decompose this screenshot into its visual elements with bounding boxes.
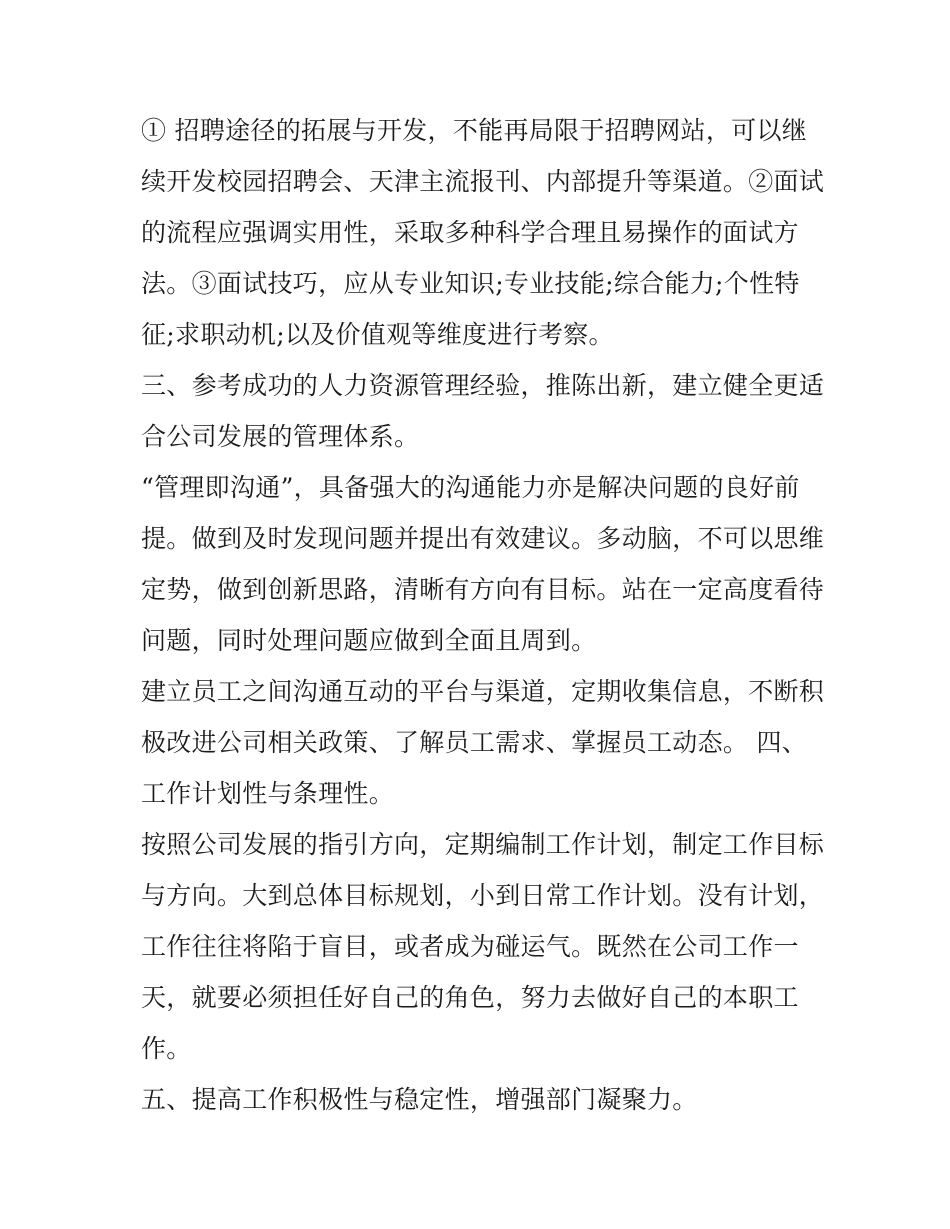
text-line: 问题，同时处理问题应做到全面且周到。 — [141, 626, 597, 655]
section-heading-line: 合公司发展的管理体系。 — [141, 422, 420, 451]
text-line: 的流程应强调实用性，采取多种科学合理且易操作的面试方 — [141, 218, 799, 247]
text-line: ① 招聘途径的拓展与开发，不能再局限于招聘网站，可以继 — [141, 116, 808, 145]
section-heading-line: 五、提高工作积极性与稳定性，增强部门凝聚力。 — [141, 1085, 698, 1114]
text-line: “管理即沟通”，具备强大的沟通能力亦是解决问题的良好前 — [141, 473, 800, 502]
text-line: 与方向。大到总体目标规划，小到日常工作计划。没有计划， — [141, 881, 825, 910]
text-line: 工作计划性与条理性。 — [141, 779, 395, 808]
text-line: 作。 — [141, 1034, 192, 1063]
text-line: 工作往往将陷于盲目，或者成为碰运气。既然在公司工作一 — [141, 932, 799, 961]
text-line: 建立员工之间沟通互动的平台与渠道，定期收集信息，不断积 — [141, 677, 825, 706]
text-line: 提。做到及时发现问题并提出有效建议。多动脑，不可以思维 — [141, 524, 825, 553]
section-heading-line: 三、参考成功的人力资源管理经验，推陈出新，建立健全更适 — [141, 371, 825, 400]
text-line: 征;求职动机;以及价值观等维度进行考察。 — [141, 320, 614, 349]
text-line: 天，就要必须担任好自己的角色，努力去做好自己的本职工 — [141, 983, 799, 1012]
text-line: 法。③面试技巧，应从专业知识;专业技能;综合能力;个性特 — [141, 269, 800, 298]
document-body — [141, 105, 825, 1125]
text-line: 极改进公司相关政策、了解员工需求、掌握员工动态。 四、 — [141, 728, 808, 757]
text-line: 定势，做到创新思路，清晰有方向有目标。站在一定高度看待 — [141, 575, 825, 604]
text-line: 续开发校园招聘会、天津主流报刊、内部提升等渠道。②面试 — [141, 167, 825, 196]
text-line: 按照公司发展的指引方向，定期编制工作计划，制定工作目标 — [141, 830, 825, 859]
